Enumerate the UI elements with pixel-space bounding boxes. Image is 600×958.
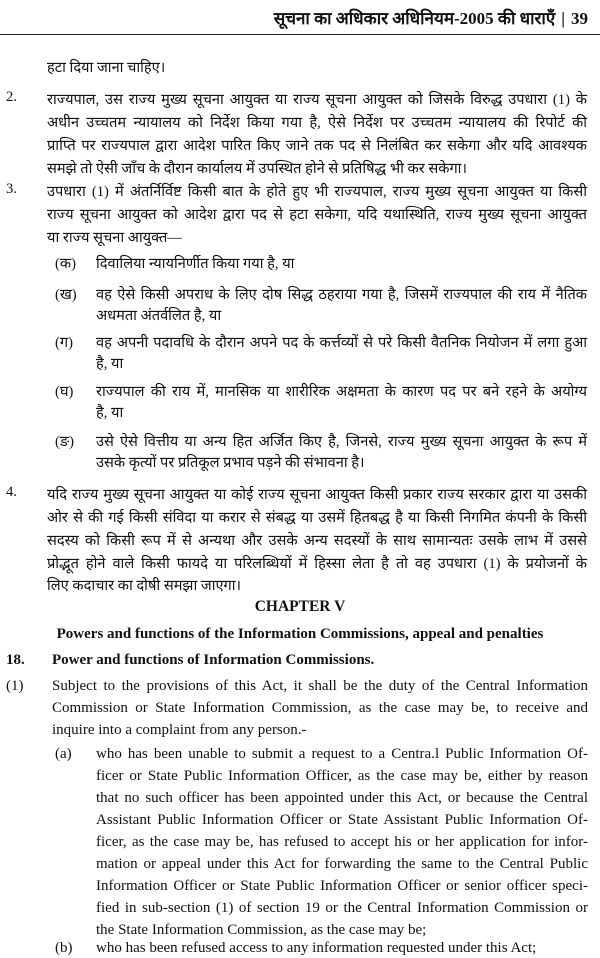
para-4-line: लिए कदाचार का दोषी समझा जाएगा। (47, 578, 242, 594)
para-2-line: प्राप्ति पर राज्यपाल द्वारा आदेश पारित किए जाने तक पद से निलंबित कर सकेगा और यदि आवश्यक (47, 138, 587, 154)
continuation-line: हटा दिया जाना चाहिए। (47, 60, 166, 76)
clause-a-line: ficer, as the case may be, has refused to accept his or her application for infor- (96, 834, 588, 850)
para-2-line: राज्यपाल, उस राज्य मुख्य सूचना आयुक्त या राज्य सूचना आयुक्त को जिसके विरुद्ध उपधारा (1) के (47, 92, 587, 108)
item-label: (ख) (55, 287, 77, 303)
para-3-line: या राज्य सूचना आयुक्त— (47, 230, 182, 246)
clause-a-line: the State Information Commission, as the case may be; (96, 922, 427, 938)
item-label: (घ) (55, 384, 74, 400)
para-3-line: राज्य सूचना आयुक्त को आदेश द्वारा पद से हटा सकेगा, यदि यथास्थिति, राज्य मुख्य सूचना आयुक्त (47, 207, 587, 223)
item-line: राज्यपाल की राय में, मानसिक या शारीरिक अक्षमता के कारण पद पर बने रहने के अयोग्य (96, 384, 587, 400)
clause-a-line: fied in sub-section (1) of section 19 or the Central Information Commission or (96, 900, 588, 916)
item-line: है, या (96, 405, 124, 421)
para-4-line: सदस्य को किसी रूप में से अन्यथा और उसके अन्य सदस्यों के साथ सामान्यतः उसके लाभ में उससे (47, 533, 587, 549)
header-rule (0, 34, 600, 35)
subsection-line: inquire into a complaint from any person.- (52, 722, 307, 738)
item-line: उसके कृत्यों पर प्रतिकूल प्रभाव पड़ने की संभावना है। (96, 455, 365, 471)
para-2-line: अधीन उच्चतम न्यायालय को निर्देश किया गया है, ऐसे निर्देश पर उच्चतम न्यायालय की रिपोर्ट की (47, 115, 587, 131)
clause-b-label: (b) (55, 940, 73, 956)
chapter-heading: CHAPTER V (254, 598, 346, 615)
section-number: 18. (6, 652, 25, 668)
clause-a-line: mation or appeal under this Act for forwarding the same to the Central Public (96, 856, 588, 872)
para-2-number: 2. (6, 89, 17, 105)
subsection-line: Commission or State Information Commission, as the case may be, to receive and (52, 700, 588, 716)
item-line: है, या (96, 356, 124, 372)
header-separator: | (561, 9, 565, 28)
clause-a-line: Information Officer or State Public Information Officer or senior officer speci- (96, 878, 588, 894)
item-line: उसे ऐसे वित्तीय या अन्य हित अर्जित किए है, जिनसे, राज्य मुख्य सूचना आयुक्त के रूप में (96, 434, 587, 450)
para-3-number: 3. (6, 181, 17, 197)
clause-a-line: who has been unable to submit a request to a Centra.l Public Information Of- (96, 746, 588, 762)
chapter-title: Powers and functions of the Information Commissions, appeal and penalties (56, 626, 544, 642)
item-line: वह ऐसे किसी अपराध के लिए दोष सिद्ध ठहराया गया है, जिसमें राज्यपाल की राय में नैतिक (96, 287, 587, 303)
clause-b-line: who has been refused access to any information requested under this Act; (96, 940, 537, 956)
para-3-line: उपधारा (1) में अंतर्निर्विष्ट किसी बात के होते हुए भी राज्यपाल, राज्य मुख्य सूचना आयुक्त या किसी (47, 184, 587, 200)
header-title: सूचना का अधिकार अधिनियम-2005 की धाराएँ (273, 9, 556, 28)
item-line: वह अपनी पदावधि के दौरान अपने पद के कर्त्तव्यों से परे किसी वैतनिक नियोजन में लगा हुआ (96, 335, 587, 351)
para-4-number: 4. (6, 484, 17, 500)
para-4-line: ओर से की गई किसी संविदा या करार से संबद्ध या उसमें हितबद्ध है या किसी निगमित कंपनी के किसी (47, 510, 587, 526)
clause-a-label: (a) (55, 746, 72, 762)
clause-a-line: Assistant Public Information Officer or State Assistant Public Information Of- (96, 812, 588, 828)
item-line: अधमता अंतर्वलित है, या (96, 308, 222, 324)
item-label: (क) (55, 256, 76, 272)
page-header (0, 6, 588, 29)
para-2-line: समझे तो ऐसी जाँच के दौरान कार्यालय में उपस्थित होने से प्रतिषिद्ध भी कर सकेगा। (47, 161, 467, 177)
item-line: दिवालिया न्यायनिर्णीत किया गया है, या (96, 256, 295, 272)
item-label: (ङ) (55, 434, 75, 450)
page-number: 39 (571, 9, 588, 28)
para-4-line: प्रोद्भूत होने वाले किसी फायदे या परिलब्धियों में हिस्सा लेता है तो वह उपधारा (1) के प्रयोजनों के (47, 556, 587, 572)
section-title: Power and functions of Information Commissions. (52, 652, 375, 668)
item-label: (ग) (55, 335, 73, 351)
clause-a-line: ficer or State Public Information Officer, as the case may be, either by reason (96, 768, 588, 784)
subsection-number: (1) (6, 678, 24, 694)
para-4-line: यदि राज्य मुख्य सूचना आयुक्त या कोई राज्य सूचना आयुक्त किसी प्रकार राज्य सरकार द्वारा या उसकी (47, 487, 587, 503)
clause-a-line: that no such officer has been appointed under this Act, or because the Central (96, 790, 588, 806)
subsection-line: Subject to the provisions of this Act, it shall be the duty of the Central Information (52, 678, 588, 694)
